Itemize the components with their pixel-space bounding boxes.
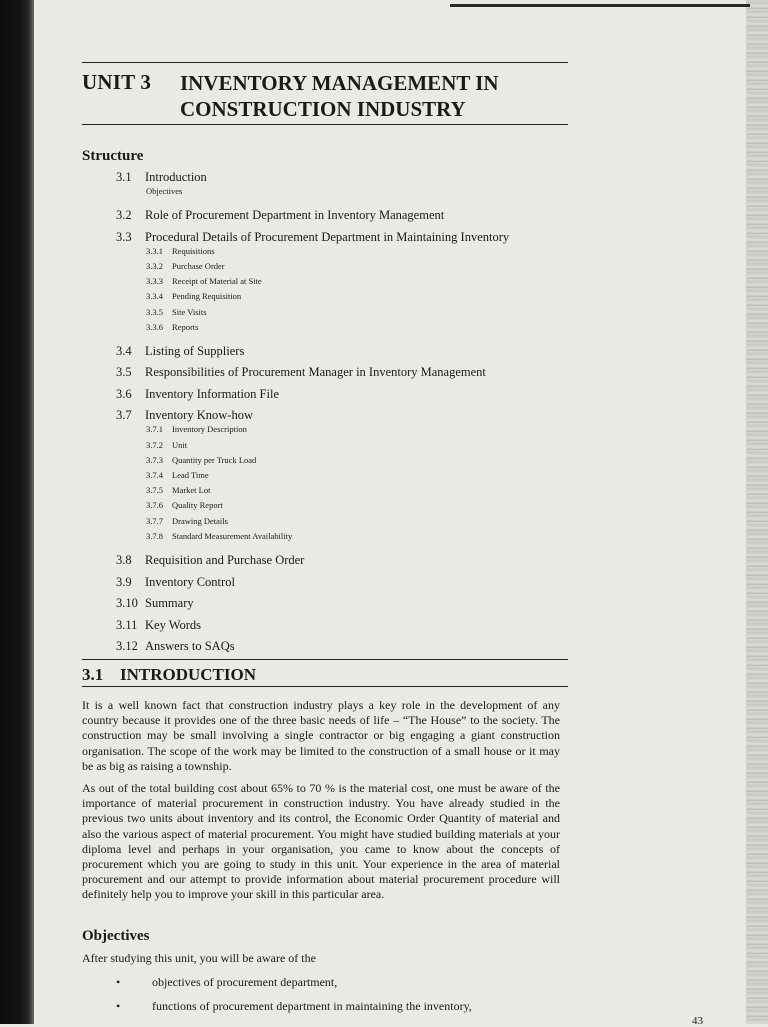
toc-item-label: Introduction: [145, 170, 207, 184]
toc-item-number: 3.6: [116, 386, 132, 401]
toc-subitem-number: 3.3.1: [146, 245, 163, 256]
title-bottom-rule: [82, 124, 568, 125]
structure-heading: Structure: [82, 148, 144, 164]
toc-subitem-number: 3.7.6: [146, 500, 163, 511]
unit-title-line-1: INVENTORY MANAGEMENT IN: [180, 71, 499, 95]
toc-subitem-number: 3.7.5: [146, 485, 163, 496]
toc-subitem-label: Requisitions: [172, 245, 215, 256]
toc-subitem-number: 3.7.3: [146, 454, 163, 465]
toc-item-number: 3.1: [116, 170, 132, 184]
toc-item-label: Listing of Suppliers: [145, 343, 245, 358]
toc-subitem-label: Drawing Details: [172, 515, 228, 526]
toc-item-number: 3.9: [116, 574, 132, 589]
toc-subitem-label: Market Lot: [172, 485, 211, 496]
toc-item-number: 3.2: [116, 208, 132, 223]
toc-subitem-number: 3.3.6: [146, 321, 163, 332]
toc-item-label: Inventory Control: [145, 574, 235, 589]
toc-subitem-label: Objectives: [146, 186, 183, 196]
section-title: INTRODUCTION: [120, 665, 257, 684]
toc-item-label: Procedural Details of Procurement Department in Maintaining Inventory: [145, 229, 510, 244]
intro-paragraph-2: As out of the total building cost about 65% to 70 % is the material cost, one must be aware of the importance of material procurement in construction industry. You have already studied in the previous two units about inventory and its control, the Economic Order Quantity of material and also the various aspect of material procurement. You might have studied building materials at your diploma level and perhaps in your organisation, you came to know about the concepts of procurement which you are going to study in this unit. Your experience in the area of material procurement and our attempt to provide information about material procurement procedure will definitely help you to improve your skill in this particular area.: [82, 781, 560, 902]
toc-subitem-label: Standard Measurement Availability: [172, 530, 293, 541]
toc-subitem-label: Lead Time: [172, 470, 209, 480]
toc-subitem-number: 3.7.4: [146, 470, 163, 480]
toc-item-label: Requisition and Purchase Order: [145, 553, 305, 567]
toc-subitem-number: 3.7.8: [146, 530, 163, 541]
toc-subitem-number: 3.3.4: [146, 291, 163, 302]
toc-subitem-number: 3.7.1: [146, 424, 163, 435]
objective-text: functions of procurement department in maintaining the inventory,: [152, 999, 472, 1013]
toc-subitem-number: 3.3.5: [146, 306, 163, 317]
objectives-heading: Objectives: [82, 928, 150, 944]
section-number: 3.1: [82, 665, 104, 684]
toc-item-number: 3.4: [116, 343, 132, 358]
toc-subitem-label: Unit: [172, 439, 188, 450]
toc-subitem-label: Site Visits: [172, 306, 207, 317]
toc-item-label: Inventory Information File: [145, 386, 279, 401]
unit-label: UNIT 3: [82, 70, 152, 94]
title-top-rule: [82, 62, 568, 63]
unit-title-line-2: CONSTRUCTION INDUSTRY: [180, 97, 466, 121]
toc-item-number: 3.3: [116, 229, 132, 244]
toc-subitem-label: Quantity per Truck Load: [172, 454, 257, 465]
toc-subitem-label: Quality Report: [172, 500, 223, 511]
toc-subitem-number: 3.3.3: [146, 276, 163, 287]
toc-item-label: Key Words: [145, 617, 202, 632]
toc-item-label: Answers to SAQs: [145, 639, 235, 653]
toc-item-number: 3.12: [116, 639, 138, 653]
toc-subitem-label: Reports: [172, 321, 199, 332]
toc-item-label: Responsibilities of Procurement Manager in Inventory Management: [145, 365, 486, 380]
toc-subitem-number: 3.3.2: [146, 260, 163, 271]
unit-title: [180, 70, 570, 122]
section-top-rule: [82, 659, 568, 660]
objectives-intro: After studying this unit, you will be aware of the: [82, 951, 316, 965]
page-number: 43: [692, 1015, 703, 1027]
intro-paragraph-1: It is a well known fact that construction industry plays a key role in the development of any country because it provides one of the three basic needs of life – “The House” to the society. The construction may be small involving a single contractor or big engaging a giant construction organisation. The scope of the work may be limited to the construction of a small house or it may be as big as raising a township.: [82, 698, 560, 773]
objective-text: objectives of procurement department,: [152, 975, 338, 989]
toc-subitem-label: Receipt of Material at Site: [172, 276, 262, 287]
toc-item-number: 3.5: [116, 365, 132, 380]
toc-item-number: 3.8: [116, 553, 132, 567]
toc-item-number: 3.10: [116, 596, 138, 610]
toc-subitem-label: Inventory Description: [172, 424, 247, 435]
toc-item-label: Summary: [145, 596, 194, 610]
toc-subitem-label: Pending Requisition: [172, 291, 242, 302]
toc-item-number: 3.7: [116, 408, 132, 423]
bullet-icon: •: [116, 999, 121, 1013]
bullet-icon: •: [116, 975, 121, 989]
section-bottom-rule: [82, 686, 568, 687]
toc-subitem-number: 3.7.7: [146, 515, 163, 526]
toc-item-label: Role of Procurement Department in Inventory Management: [145, 208, 445, 223]
toc-item-label: Inventory Know-how: [145, 408, 253, 423]
toc-subitem-label: Purchase Order: [172, 260, 225, 271]
toc-item-number: 3.11: [116, 617, 138, 632]
toc-subitem-number: 3.7.2: [146, 439, 163, 450]
